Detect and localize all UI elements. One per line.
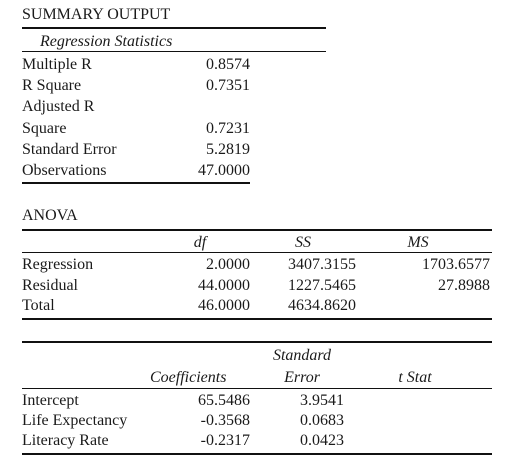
anova-bottom-rule <box>22 318 492 320</box>
summary-top-rule <box>22 27 326 29</box>
coef-value-literacy-rate: -0.2317 <box>200 432 250 449</box>
anova-header-ss: SS <box>295 234 311 251</box>
coef-se-life-expectancy: 0.0683 <box>300 412 344 429</box>
stat-label-adjusted-r-line1: Adjusted R <box>22 98 95 115</box>
anova-label-residual: Residual <box>22 277 78 294</box>
stat-label-observations: Observations <box>22 162 107 179</box>
summary-bottom-rule <box>22 182 250 184</box>
anova-df-regression: 2.0000 <box>206 256 250 273</box>
coef-value-life-expectancy: -0.3568 <box>200 412 250 429</box>
anova-ss-residual: 1227.5465 <box>288 277 356 294</box>
stat-label-multiple-r: Multiple R <box>22 56 92 73</box>
stat-label-r-square: R Square <box>22 77 82 94</box>
anova-ss-regression: 3407.3155 <box>288 256 356 273</box>
stat-value-adjusted-r-square: 0.7231 <box>206 120 250 137</box>
anova-ms-regression: 1703.6577 <box>422 256 490 273</box>
anova-header-ms: MS <box>407 234 429 251</box>
anova-top-rule <box>22 229 492 231</box>
anova-title: ANOVA <box>22 207 78 224</box>
coef-label-intercept: Intercept <box>22 392 79 409</box>
regression-statistics-header: Regression Statistics <box>40 33 173 50</box>
stat-value-multiple-r: 0.8574 <box>206 56 250 73</box>
anova-ms-residual: 27.8988 <box>438 277 490 294</box>
reg-stats-header-rule <box>22 51 326 52</box>
stat-label-adjusted-r-line2: Square <box>22 120 67 137</box>
coef-top-rule <box>22 341 492 343</box>
anova-label-regression: Regression <box>22 256 94 273</box>
anova-df-total: 46.0000 <box>198 297 250 314</box>
coef-bottom-rule <box>22 453 492 455</box>
anova-df-residual: 44.0000 <box>198 277 250 294</box>
coef-header-coefficients: Coefficients <box>150 369 227 386</box>
coef-header-se-line2: Error <box>284 369 320 386</box>
summary-title: SUMMARY OUTPUT <box>22 6 171 23</box>
coef-se-literacy-rate: 0.0423 <box>300 432 344 449</box>
anova-header-rule <box>22 252 492 253</box>
stat-value-standard-error: 5.2819 <box>206 141 250 158</box>
coef-header-rule <box>22 388 492 389</box>
coef-header-tstat: t Stat <box>398 369 432 386</box>
anova-header-df: df <box>193 234 207 251</box>
anova-label-total: Total <box>22 297 55 314</box>
stat-value-observations: 47.0000 <box>198 162 250 179</box>
coef-header-se-line1: Standard <box>272 347 332 364</box>
coef-se-intercept: 3.9541 <box>300 392 344 409</box>
coef-label-life-expectancy: Life Expectancy <box>22 412 128 429</box>
coef-value-intercept: 65.5486 <box>198 392 250 409</box>
stat-label-standard-error: Standard Error <box>22 141 117 158</box>
coef-label-literacy-rate: Literacy Rate <box>22 432 109 449</box>
stat-value-r-square: 0.7351 <box>206 77 250 94</box>
anova-ss-total: 4634.8620 <box>288 297 356 314</box>
